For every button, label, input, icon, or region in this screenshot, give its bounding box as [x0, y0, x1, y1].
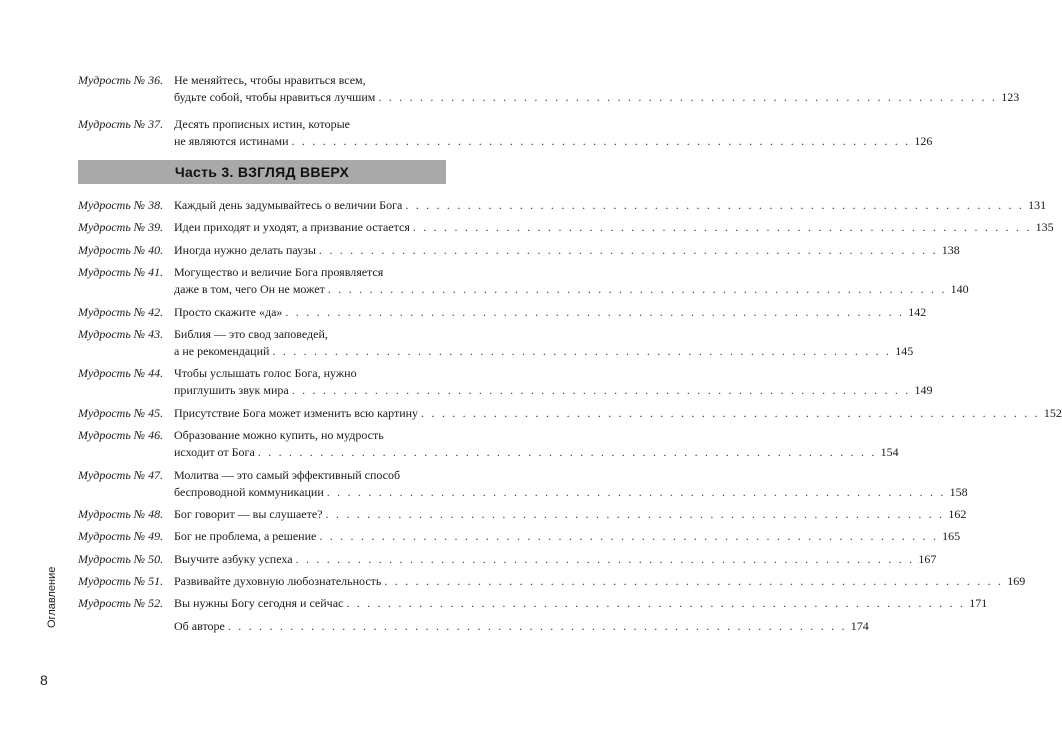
entry-line	[174, 506, 967, 523]
toc-entry	[78, 116, 933, 150]
toc-entry	[78, 405, 1062, 422]
entry-title-text: Образование можно купить, но мудрость	[174, 428, 384, 443]
toc-entry	[78, 427, 899, 461]
entry-title-text: Библия — это свод заповедей,	[174, 326, 328, 341]
toc-entry	[78, 326, 914, 360]
toc-entry	[78, 72, 1020, 106]
toc-entry	[78, 618, 869, 635]
part-header-title: Часть 3. ВЗГЛЯД ВВЕРХ	[174, 164, 350, 180]
toc-entry	[78, 467, 968, 501]
dot-leader: . . . . . . . . . . . . . . . . . . . . . . . . . . . . . . . . . . . . . . . . . . . . . . . . . . . . . . . . . . . .	[405, 198, 1025, 212]
entry-page-number: 149	[914, 383, 933, 398]
entry-label: Мудрость № 52.	[78, 596, 164, 611]
toc-entry	[78, 365, 933, 399]
entry-title-text: приглушить звук мира	[174, 383, 289, 398]
entry-title-text: Развивайте духовную любознательность	[174, 574, 382, 589]
entry-line	[174, 343, 914, 360]
entry-body	[174, 197, 1047, 214]
entry-line	[174, 573, 1026, 590]
toc-entry	[78, 528, 961, 545]
entry-line	[174, 484, 968, 501]
toc-entry	[78, 304, 927, 321]
entry-body	[174, 618, 869, 635]
dot-leader: . . . . . . . . . . . . . . . . . . . . . . . . . . . . . . . . . . . . . . . . . . . . . . . . . . . . . . . . . . . .	[285, 304, 905, 319]
dot-leader: . . . . . . . . . . . . . . . . . . . . . . . . . . . . . . . . . . . . . . . . . . . . . . . . . . . . . . . . . . . .	[257, 445, 877, 460]
toc-entry	[78, 506, 967, 523]
entry-line	[174, 528, 961, 545]
entry-body	[174, 116, 933, 150]
entry-page-number: 138	[941, 242, 960, 257]
entry-line	[174, 382, 933, 399]
entry-line	[174, 304, 927, 321]
entry-label: Мудрость № 37.	[78, 117, 164, 131]
entry-label: Мудрость № 44.	[78, 366, 164, 381]
entry-body	[174, 467, 968, 501]
running-section-label: Оглавление	[46, 566, 58, 628]
entry-title-text: а не рекомендаций	[174, 343, 270, 358]
entry-label: Мудрость № 51.	[78, 574, 164, 589]
toc-entry	[78, 551, 937, 568]
entry-title-text: беспроводной коммуникации	[174, 484, 324, 499]
entry-line	[174, 197, 1047, 214]
entry-title-text: исходит от Бога	[174, 445, 255, 460]
entry-body	[174, 595, 988, 612]
entry-line	[174, 281, 969, 298]
dot-leader: . . . . . . . . . . . . . . . . . . . . . . . . . . . . . . . . . . . . . . . . . . . . . . . . . . . . . . . . . . . .	[227, 618, 847, 633]
entry-page-number: 126	[914, 134, 933, 148]
entry-body	[174, 528, 961, 545]
entry-page-number: 174	[850, 618, 869, 633]
entry-title-text: Об авторе	[174, 618, 225, 633]
entry-line	[174, 133, 933, 150]
dot-leader: . . . . . . . . . . . . . . . . . . . . . . . . . . . . . . . . . . . . . . . . . . . . . . . . . . . . . . . . . . . .	[346, 596, 966, 611]
entry-line	[174, 551, 937, 568]
dot-leader: . . . . . . . . . . . . . . . . . . . . . . . . . . . . . . . . . . . . . . . . . . . . . . . . . . . . . . . . . . . .	[378, 90, 998, 104]
dot-leader: . . . . . . . . . . . . . . . . . . . . . . . . . . . . . . . . . . . . . . . . . . . . . . . . . . . . . . . . . . . .	[421, 405, 1040, 420]
entry-label: Мудрость № 48.	[78, 506, 164, 521]
entry-page-number: 162	[948, 506, 967, 521]
toc-entry	[78, 573, 1026, 590]
dot-leader: . . . . . . . . . . . . . . . . . . . . . . . . . . . . . . . . . . . . . . . . . . . . . . . . . . . . . . . . . . . .	[295, 551, 915, 566]
entry-label: Мудрость № 39.	[78, 220, 164, 235]
entry-label: Мудрость № 40.	[78, 242, 164, 257]
toc-part-2-tail	[78, 72, 1020, 150]
entry-label: Мудрость № 42.	[78, 304, 164, 319]
entry-body	[174, 405, 1062, 422]
entry-line	[174, 242, 960, 259]
entry-line	[174, 219, 1054, 236]
entry-line	[174, 427, 446, 444]
toc-entry	[78, 242, 960, 259]
entry-line	[174, 116, 446, 133]
entry-page-number: 135	[1035, 220, 1054, 235]
entry-label: Мудрость № 46.	[78, 428, 164, 443]
dot-leader: . . . . . . . . . . . . . . . . . . . . . . . . . . . . . . . . . . . . . . . . . . . . . . . . . . . . . . . . . . . .	[326, 484, 946, 499]
entry-page-number: 165	[942, 529, 961, 544]
entry-body	[174, 573, 1026, 590]
entry-title-text: Выучите азбуку успеха	[174, 551, 293, 566]
entry-body	[174, 264, 969, 298]
entry-body	[174, 506, 967, 523]
entry-line	[174, 264, 446, 281]
page-number: 8	[40, 672, 48, 688]
entry-label: Мудрость № 47.	[78, 467, 164, 482]
entry-title-text: Иногда нужно делать паузы	[174, 242, 316, 257]
entry-title-text: Идеи приходят и уходят, а призвание остается	[174, 220, 410, 235]
entry-line	[174, 326, 446, 343]
toc-part-3	[78, 197, 1062, 635]
entry-body	[174, 326, 914, 360]
entry-page-number: 167	[918, 551, 937, 566]
part-header	[78, 160, 446, 184]
entry-page-number: 140	[950, 282, 969, 297]
entry-title-text: Чтобы услышать голос Бога, нужно	[174, 366, 357, 381]
entry-page-number: 154	[880, 445, 899, 460]
dot-leader: . . . . . . . . . . . . . . . . . . . . . . . . . . . . . . . . . . . . . . . . . . . . . . . . . . . . . . . . . . . .	[291, 383, 911, 398]
toc-entry	[78, 219, 1054, 236]
entry-line	[174, 365, 446, 382]
dot-leader: . . . . . . . . . . . . . . . . . . . . . . . . . . . . . . . . . . . . . . . . . . . . . . . . . . . . . . . . . . . .	[325, 506, 945, 521]
entry-title-text: Вы нужны Богу сегодня и сейчас	[174, 596, 344, 611]
dot-leader: . . . . . . . . . . . . . . . . . . . . . . . . . . . . . . . . . . . . . . . . . . . . . . . . . . . . . . . . . . . .	[291, 134, 911, 148]
toc-entry	[78, 264, 969, 298]
entry-line	[174, 618, 869, 635]
entry-page-number: 171	[969, 596, 988, 611]
entry-label	[78, 618, 174, 635]
entry-title-text: Не меняйтесь, чтобы нравиться всем,	[174, 73, 366, 87]
entry-line	[174, 444, 899, 461]
entry-label: Мудрость № 45.	[78, 405, 164, 420]
entry-page-number: 145	[895, 343, 914, 358]
entry-body	[174, 551, 937, 568]
entry-body	[174, 365, 933, 399]
entry-title-text: Присутствие Бога может изменить всю картину	[174, 405, 419, 420]
entry-body	[174, 427, 899, 461]
toc-entry	[78, 197, 1047, 214]
entry-line	[174, 467, 446, 484]
entry-title-text: Каждый день задумывайтесь о величии Бога	[174, 198, 403, 212]
entry-label: Мудрость № 38.	[78, 198, 164, 212]
entry-page-number: 142	[908, 304, 927, 319]
toc-entry	[78, 595, 988, 612]
entry-label: Мудрость № 50.	[78, 551, 164, 566]
entry-line	[174, 595, 988, 612]
entry-title-text: Десять прописных истин, которые	[174, 117, 350, 131]
dot-leader: . . . . . . . . . . . . . . . . . . . . . . . . . . . . . . . . . . . . . . . . . . . . . . . . . . . . . . . . . . . .	[327, 282, 947, 297]
entry-line	[174, 405, 1062, 422]
entry-page-number: 152	[1043, 405, 1062, 420]
table-of-contents	[78, 72, 1062, 640]
entry-title-text: будьте собой, чтобы нравиться лучшим	[174, 90, 376, 104]
entry-title-text: Молитва — это самый эффективный способ	[174, 467, 401, 482]
dot-leader: . . . . . . . . . . . . . . . . . . . . . . . . . . . . . . . . . . . . . . . . . . . . . . . . . . . . . . . . . . . .	[384, 574, 1004, 589]
entry-body	[174, 242, 960, 259]
dot-leader: . . . . . . . . . . . . . . . . . . . . . . . . . . . . . . . . . . . . . . . . . . . . . . . . . . . . . . . . . . . .	[272, 343, 892, 358]
entry-body	[174, 219, 1054, 236]
entry-page-number: 169	[1007, 574, 1026, 589]
entry-label: Мудрость № 41.	[78, 265, 164, 280]
entry-line	[174, 89, 1020, 106]
entry-page-number: 158	[949, 484, 968, 499]
entry-title-text: даже в том, чего Он не может	[174, 282, 325, 297]
entry-page-number: 123	[1001, 90, 1020, 104]
dot-leader: . . . . . . . . . . . . . . . . . . . . . . . . . . . . . . . . . . . . . . . . . . . . . . . . . . . . . . . . . . . .	[412, 220, 1032, 235]
dot-leader: . . . . . . . . . . . . . . . . . . . . . . . . . . . . . . . . . . . . . . . . . . . . . . . . . . . . . . . . . . . .	[318, 242, 938, 257]
entry-label: Мудрость № 49.	[78, 529, 164, 544]
entry-title-text: не являются истинами	[174, 134, 289, 148]
entry-body	[174, 72, 1020, 106]
entry-title-text: Могущество и величие Бога проявляется	[174, 265, 384, 280]
entry-title-text: Просто скажите «да»	[174, 304, 283, 319]
entry-title-text: Бог говорит — вы слушаете?	[174, 506, 323, 521]
dot-leader: . . . . . . . . . . . . . . . . . . . . . . . . . . . . . . . . . . . . . . . . . . . . . . . . . . . . . . . . . . . .	[319, 529, 939, 544]
entry-title-text: Бог не проблема, а решение	[174, 529, 317, 544]
entry-label: Мудрость № 43.	[78, 326, 164, 341]
entry-page-number: 131	[1028, 198, 1047, 212]
entry-body	[174, 304, 927, 321]
entry-line	[174, 72, 446, 89]
entry-label: Мудрость № 36.	[78, 73, 164, 87]
